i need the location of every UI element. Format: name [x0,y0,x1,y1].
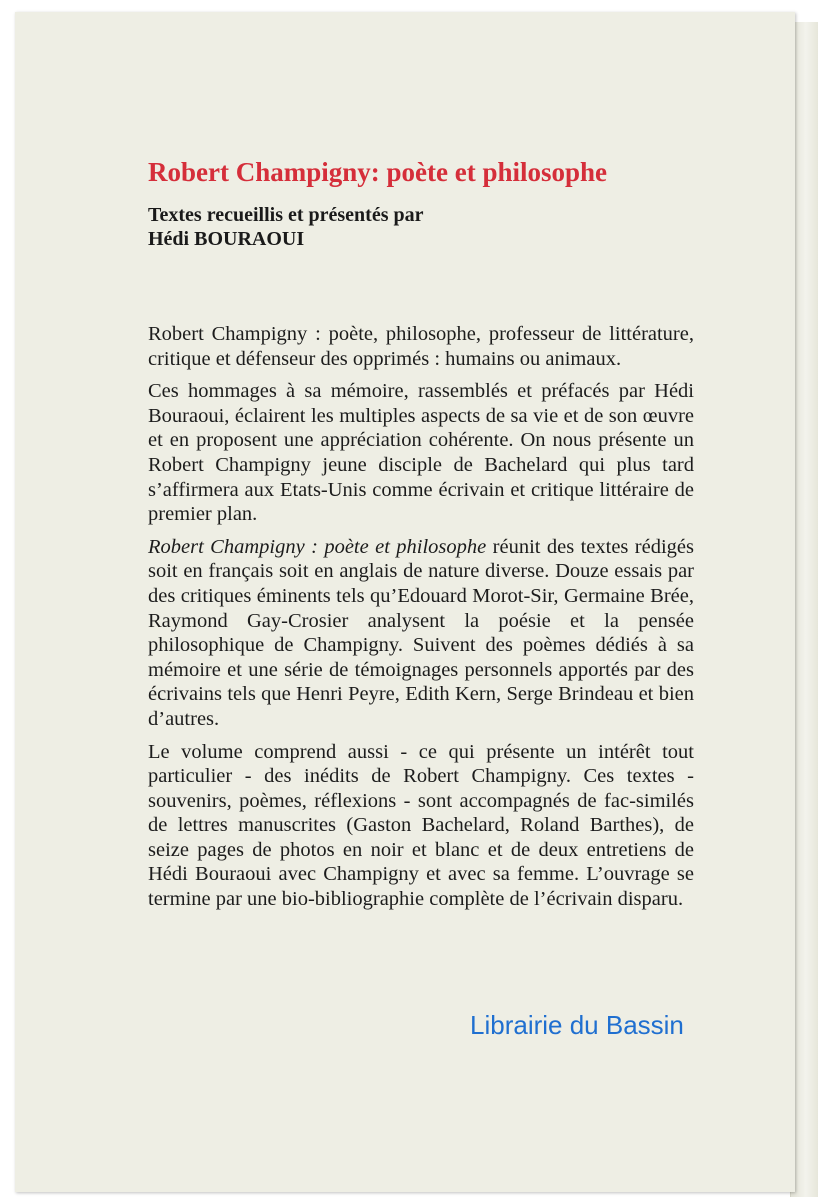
seller-watermark: Librairie du Bassin [470,1010,684,1040]
blurb [148,322,694,920]
blurb-paragraph-4: Le volume comprend aussi - ce qui présente un intérêt tout particulier - des inédits de Robert Champigny. Ces textes - souvenirs, poèmes, réflexions - sont accompagnés de fac-similés de lettres manuscrites (Gaston Bachelard, Roland Barthes), de seize pages de photos en noir et blanc et de deux entretiens de Hédi Bouraoui avec Champigny et avec sa femme. L’ouvrage se termine par une bio-bibliographie complète de l’écrivain disparu. [148,740,694,911]
blurb-paragraph-3-text: réunit des textes rédigés soit en français soit en anglais de nature diverse. Douze essais par des critiques éminents tels qu’Edouard Morot-Sir, Germaine Brée, Raymond Gay-Crosier analysent la poésie et la pensée philosophique de Champigny. Suivent des poèmes dédiés à sa mémoire et une série de témoignages personnels apportés par des écrivains tels que Henri Peyre, Edith Kern, Serge Brindeau et bien d’autres. [148,535,694,730]
editor-name: Hédi BOURAOUI [148,228,305,250]
editor-credit-line: Textes recueillis et présentés par [148,204,424,226]
book-title-italic: Robert Champigny : poète et philosophe [148,535,487,558]
blurb-paragraph-2: Ces hommages à sa mémoire, rassemblés et préfacés par Hédi Bouraoui, éclairent les multiples aspects de sa vie et de son œuvre et en proposent une appréciation cohérente. On nous présente un Robert Champigny jeune disciple de Bachelard qui plus tard s’affirmera aux Etats-Unis comme écrivain et critique littéraire de premier plan. [148,380,694,526]
blurb-paragraph-1: Robert Champigny : poète, philosophe, professeur de littérature, critique et défenseur des opprimés : humains ou animaux. [148,323,694,370]
book-title: Robert Champigny: poète et philosophe [148,157,608,187]
blurb-paragraph-3 [148,535,694,732]
editor-credit [148,203,424,251]
